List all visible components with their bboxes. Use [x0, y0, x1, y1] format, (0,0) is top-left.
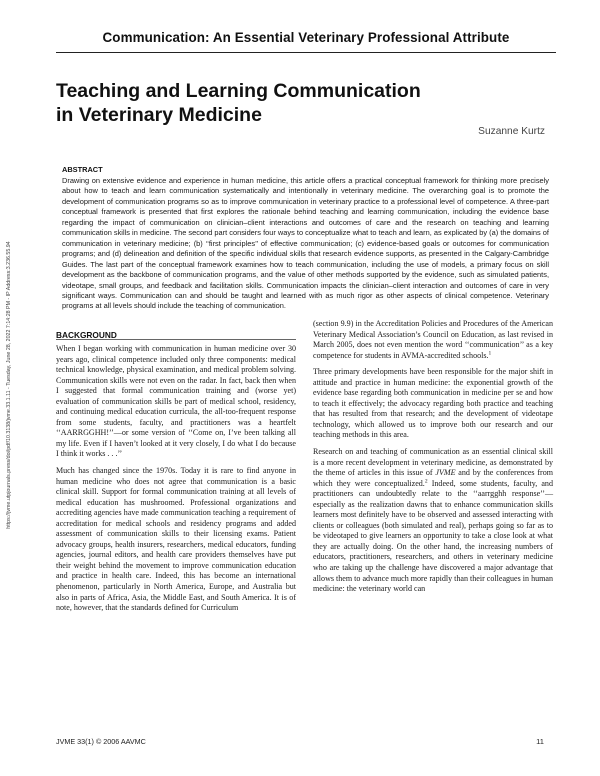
abstract-text: Drawing on extensive evidence and experience in human medicine, this article offers a practical conceptual framework for thinking more precisely about how to teach and learn communication systematically and intentionally in veterinary medicine. The overarching goal is to promote the development of communication programs so as to improve communication in veterinary practice to a professional level of competence. A three-part conceptual framework is presented that first explores the rationale behind teaching and learning communication, including the evidence base regarding the impact of communication on clinician–client interactions and outcomes of care and the research on teaching and learning communication skills in medicine. The second part considers four ways to conceptualize what to teach and learn, as explicated by (a) the domains of communication in veterinary medicine; (b) ‘‘first principles’’ of effective communication; (c) evidence-based goals or outcomes for communication programs; and (d) delineation and definition of the specific individual skills that research evidence supports, as presented in the Calgary-Cambridge Guides. The last part of the conceptual framework examines how to teach communication, including the use of models, a primary focus on skill development as the backbone of communication programs, and the value of other methods supported by the evidence, such as simulated patients, videotape, small groups, and feedback and facilitation skills. Communication impacts the clinician–client interaction and outcomes of care in very significant ways. Communication can and should be taught and learned with as much rigor as other aspects of clinical competence. Veterinary programs at all levels should include the teaching of communication.: [62, 176, 549, 311]
journal-abbrev: JVME: [435, 468, 456, 478]
left-column: [56, 330, 296, 620]
background-heading: BACKGROUND: [56, 330, 117, 340]
download-stamp-text: https://jvme.utpjournals.press/doi/pdf/10.3138/jvme.33.1.11 - Tuesday, June 28, 2022 7:14:28 PM - IP Address:3.236.55.94: [6, 241, 12, 529]
page-number: 11: [536, 737, 544, 746]
background-paragraph-2: Much has changed since the 1970s. Today it is rare to find anyone in human medicine who does not agree that communication is a basic clinical skill. Support for formal communication training at all levels of medical education has mushroomed. Professional organizations and accrediting agencies have made communication teaching a requirement of accreditation for medical schools and residency programs and added assessment of communication skills to their licensing exams. Patient advocacy groups, health insurers, researchers, medical educators, funding agencies, journal editors, and health care providers themselves have put their weight behind the movement to improve communication education and practice in health care. Indeed, this has become an international phenomenon, particularly in North America, Europe, and Australia but also in parts of Africa, Asia, the Middle East, and South America. It is of note, however, that the standards defined for Curriculum: [56, 466, 296, 613]
footer-journal: JVME 33(1) © 2006 AAVMC: [56, 737, 146, 746]
download-stamp: [2, 184, 16, 586]
right-paragraph-1: [313, 319, 553, 361]
right-paragraph-3-text-c: Indeed, some students, faculty, and practitioners can undoubtedly relate to the ‘‘aarrgghh response’’—especially as the realization dawns that to enhance communication skills learners most definitely have to be observed and assessed interacting with clients or colleagues (both simulated and real), perhaps going so far as to be videotaped to give learners an opportunity to take a close look at what they are actually doing. On the other hand, the increasing numbers of educators, practitioners, researchers, and others in veterinary medicine who are taking up the challenge have discovered a major advantage that allows them to advance much more rapidly than their colleagues in human medicine: the veterinary world can: [313, 478, 553, 594]
background-paragraph-1: When I began working with communication in human medicine over 30 years ago, clinical competence included only three components: medical technical knowledge, physical examination, and medical problem solving. Communication skills were not even on the radar. In fact, back then when I suggested that formal communication training and (worse yet) evaluation of communication skills be part of medical school, residency, and continuing medical education curricula, the all-too-frequent response from some students, faculty, and practitioners was a heartfelt ‘‘AARRGGHH!’’—or some version of ‘‘Come on, I’ve been talking all my life. Even if I haven’t looked at it very closely, I do what I do because I think it works . . .’’: [56, 344, 296, 459]
right-paragraph-3: [313, 447, 553, 595]
right-paragraph-3-text-a: Research on and teaching of communication as an essential clinical skill is a more recent development in veterinary medicine, as demonstrated by the theme of articles in this issue of: [313, 447, 553, 478]
right-paragraph-3-text-b: and by the conferences from which they were conceptualized.: [313, 468, 553, 488]
right-paragraph-1-text: (section 9.9) in the Accreditation Policies and Procedures of the American Veterinary Medical Association’s Council on Education, as last revised in March 2005, does not even mention the word ‘‘communication’’ as a key competence for students in AVMA-accredited schools.: [313, 319, 553, 360]
right-paragraph-2: Three primary developments have been responsible for the major shift in attitude and practice in human medicine: the exponential growth of the evidence base regarding both communication in medicine per se and how to teach it effectively; the advocacy regarding both practice and teaching that has resulted from that research; and the development of videotape technology, which allowed us to improve both our research and our teaching methods in this area.: [313, 367, 553, 440]
title-line-1: Teaching and Learning Communication: [56, 80, 421, 102]
author-name: Suzanne Kurtz: [478, 126, 545, 137]
right-column: [313, 319, 553, 601]
running-head: Communication: An Essential Veterinary Professional Attribute: [102, 30, 510, 45]
article-title: [56, 79, 556, 127]
footnote-ref-2: 2: [424, 477, 428, 484]
footnote-ref-1: 1: [488, 349, 492, 356]
abstract-heading: ABSTRACT: [62, 165, 103, 174]
header-rule: [56, 52, 556, 53]
title-line-2: in Veterinary Medicine: [56, 104, 262, 126]
